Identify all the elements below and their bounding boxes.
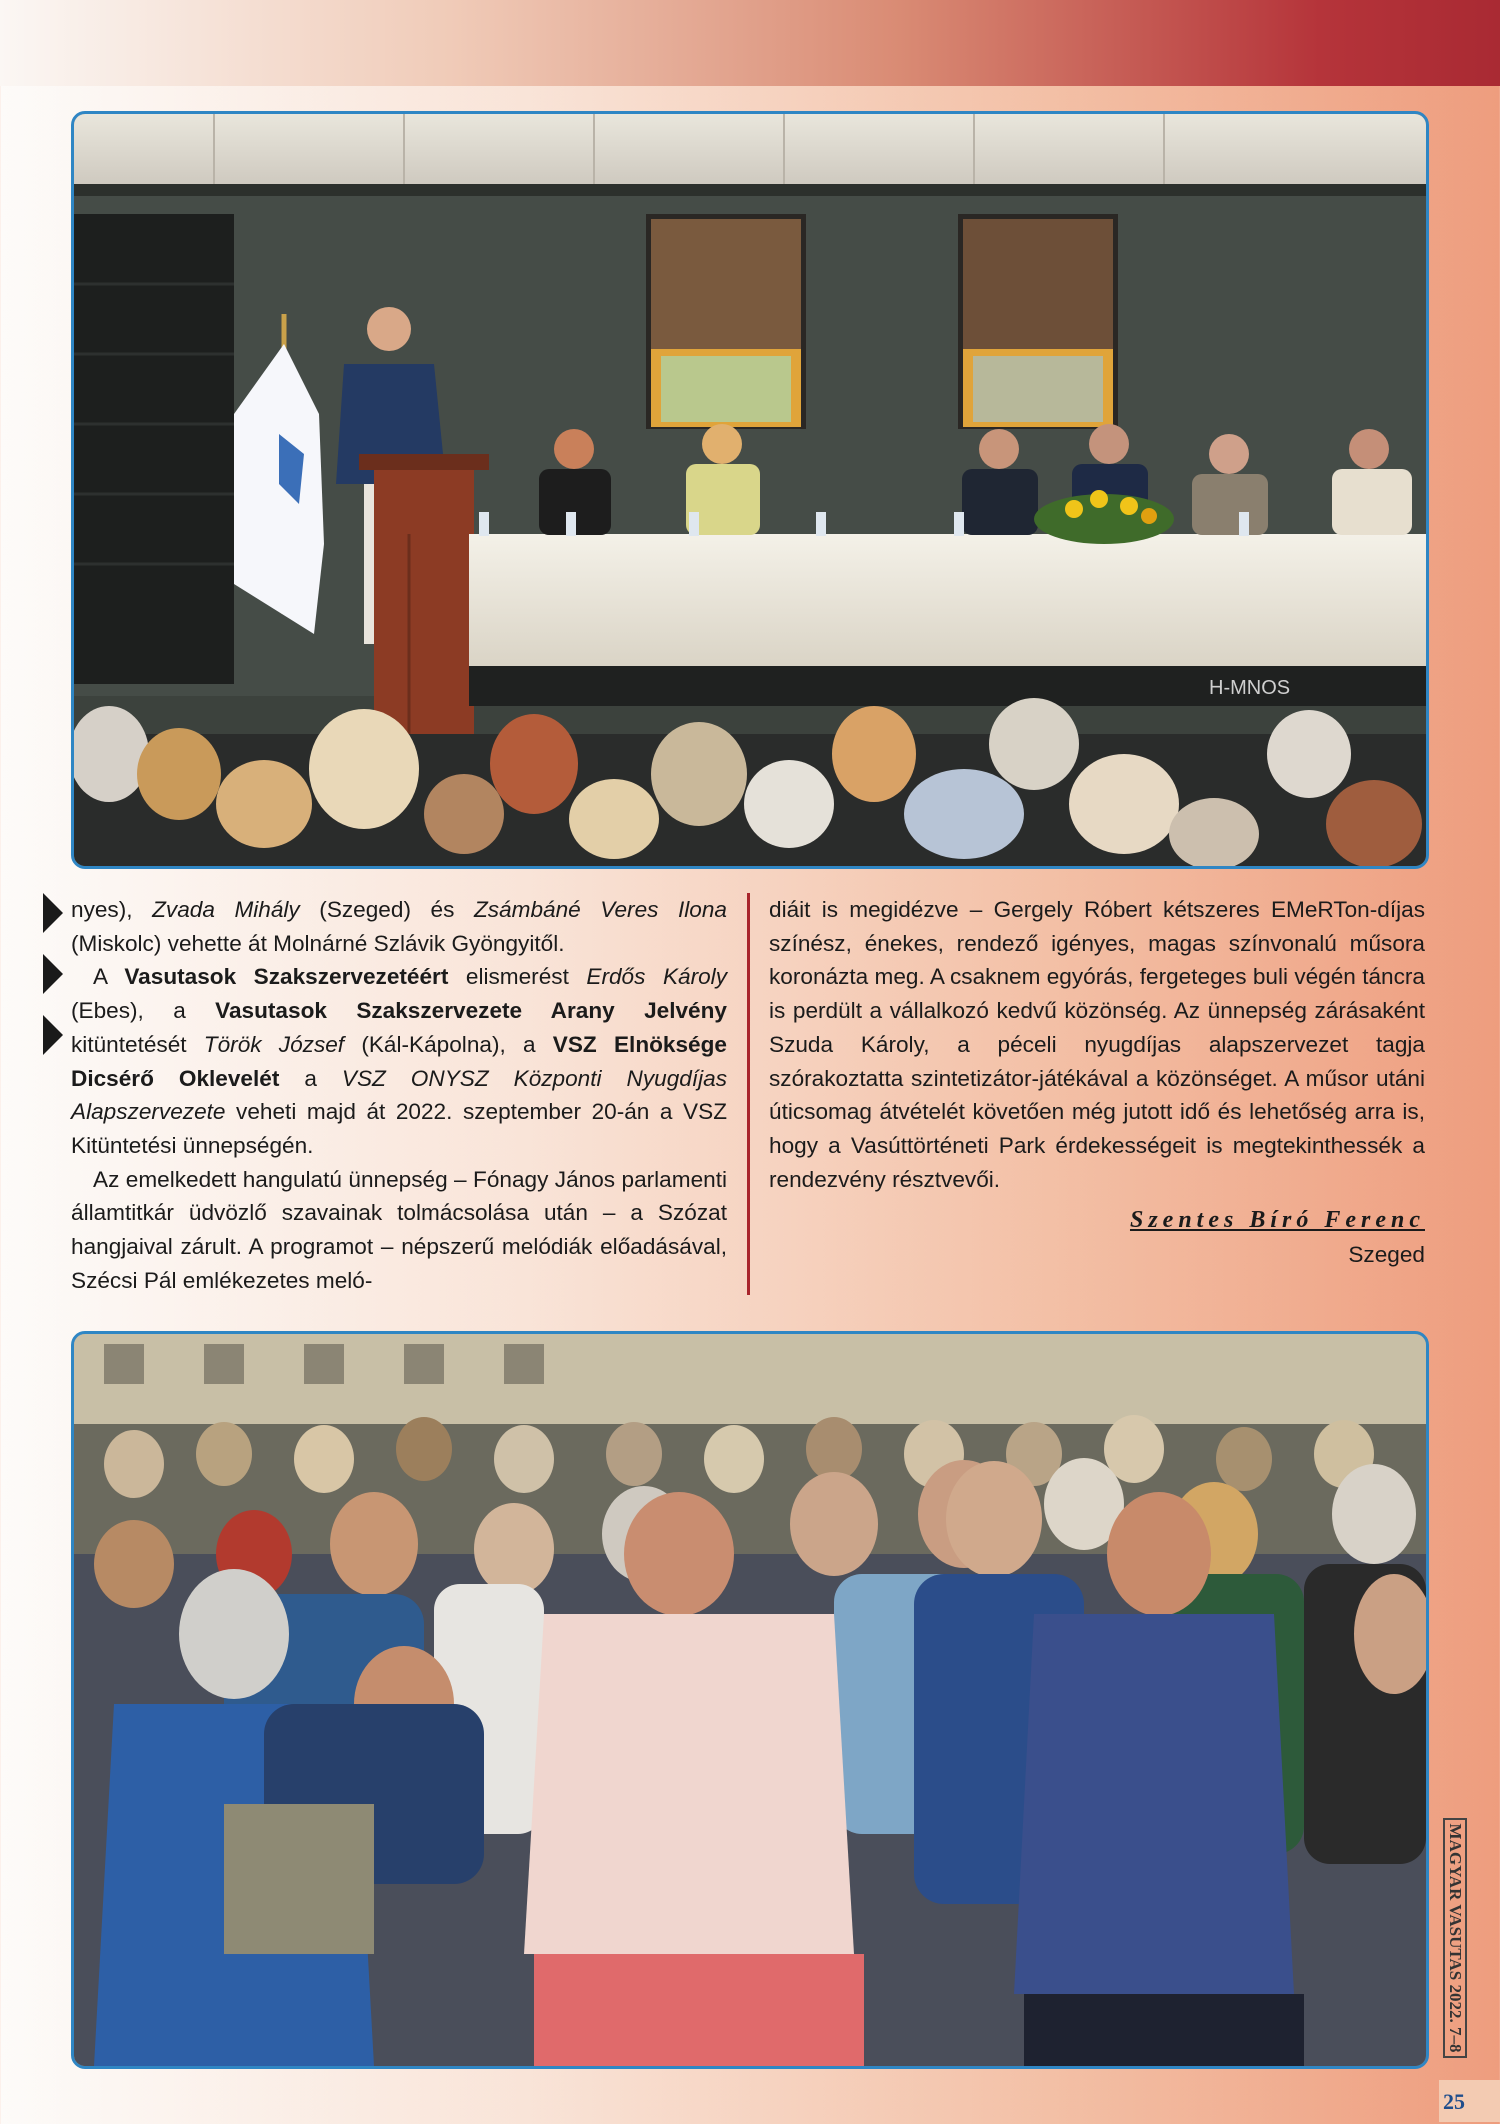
- text-run: veheti majd át 2022. szeptember 20-án a VSZ Kitüntetési ünnepségén.: [71, 1099, 727, 1158]
- bold-text: VSZ Elnöksége Dicsérő Oklevelét: [71, 1031, 727, 1091]
- text-run: (Kál-Kápolna), a: [344, 1031, 553, 1057]
- text-run: a: [279, 1065, 342, 1091]
- bullet-marker: [43, 1015, 63, 1055]
- italic-text: Zvada Mihály: [152, 897, 300, 922]
- photo-stage-ceremony: [71, 111, 1429, 869]
- author-city: Szeged: [1348, 1242, 1425, 1268]
- text-run: nyes),: [71, 897, 153, 922]
- stage-illustration: [74, 114, 1426, 866]
- text-run: (Miskolc) vehette át Molnárné Szlávik Gyöngyitől.: [71, 930, 565, 956]
- column-divider: [747, 893, 750, 1295]
- text-run: A: [93, 964, 125, 990]
- article-column-left: [71, 893, 727, 1297]
- magazine-title-vertical: [1443, 1818, 1467, 2058]
- banner-text: H-MNOS: [1209, 677, 1291, 699]
- bold-text: Vasutasok Szakszervezetéért: [124, 964, 449, 990]
- article-column-right: [769, 893, 1425, 1272]
- text-run: (Ebes), a: [71, 998, 216, 1024]
- italic-text: Erdős Károly: [586, 964, 727, 990]
- italic-text: Zsámbáné Veres Ilona: [473, 897, 727, 922]
- text-run: (Szeged) és: [299, 897, 474, 922]
- article-paragraph: [71, 893, 727, 960]
- page-number: 25: [1439, 2080, 1500, 2122]
- bullet-marker: [43, 893, 63, 933]
- text-run: elismerést: [448, 964, 587, 990]
- article-paragraph: [71, 960, 727, 1162]
- text-run: Az emelkedett hangulatú ünnepség – Fónagy János parlamenti államtitkár üdvözlő szavainak tolmácsolása után – a Szózat hangjaival zárult. A programot – népszerű melódiák előadásával, Szécsi Pál emlékezetes meló-: [71, 1166, 727, 1293]
- magazine-title-text: MAGYAR VASUTAS 2022. 7–8: [1446, 1823, 1465, 2053]
- bullet-marker: [43, 954, 63, 994]
- article-paragraph: [71, 1163, 727, 1298]
- text-run: kitüntetését: [71, 1031, 204, 1057]
- article-paragraph: diáit is megidézve – Gergely Róbert kétszeres EMeRTon-díjas színész, énekes, rendező igényes, magas színvonalú műsora koronázta meg. A csaknem egyórás, fergeteges buli végén táncra is perdült a vállalkozó kedvű közönség. Az ünnepség zárásaként Szuda Károly, a péceli nyugdíjas alapszervezet tagja szórakoztatta szintetizátor-játékával a közönséget. A műsor utáni úticsomag átvételét követően még jutott idő és lehetőség arra is, hogy a Vasúttörténeti Park érdekességeit is megtekinthessék a rendezvény résztvevői.: [769, 897, 1425, 1192]
- header-gradient-bar: [0, 0, 1500, 86]
- author-name: Szentes Bíró Ferenc: [1129, 1207, 1425, 1234]
- italic-text: Török József: [203, 1031, 345, 1057]
- audience-illustration: [74, 1334, 1426, 2066]
- italic-text: VSZ ONYSZ Központi Nyugdíjas Alapszervezete: [71, 1065, 727, 1125]
- photo-audience: [71, 1331, 1429, 2069]
- bold-text: Vasutasok Szakszervezete Arany Jelvény: [215, 998, 727, 1024]
